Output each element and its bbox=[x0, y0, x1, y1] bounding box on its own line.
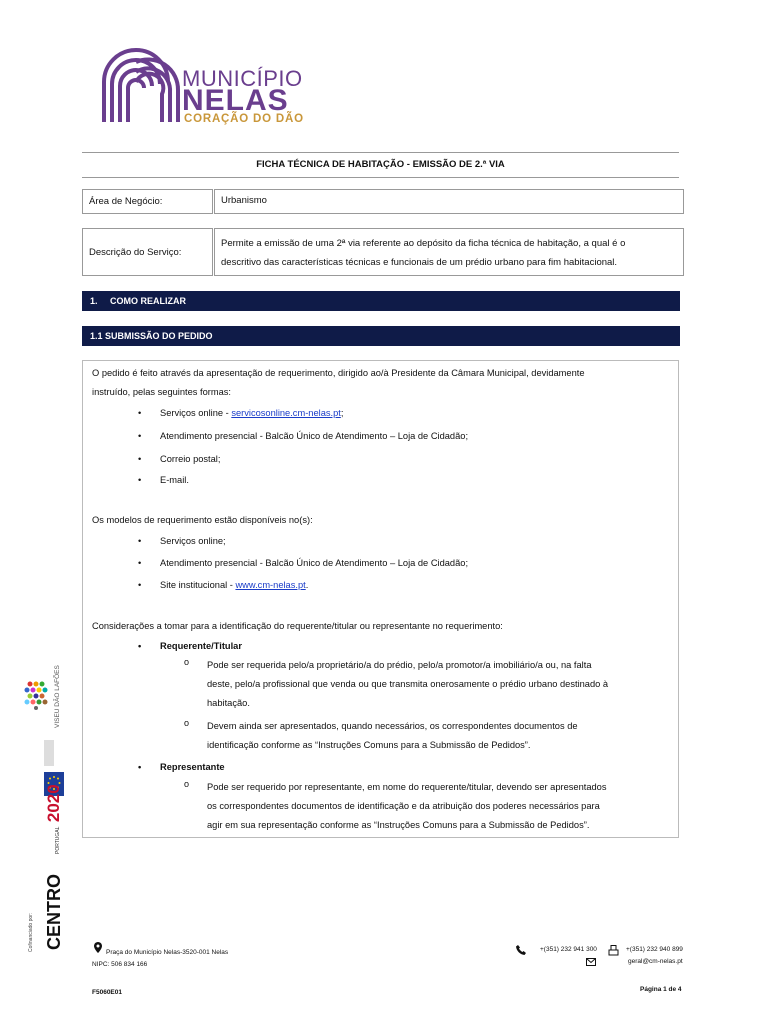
portugal-label: PORTUGAL bbox=[55, 826, 61, 854]
sub-bullet-icon: o bbox=[184, 718, 190, 728]
footer-fax: +(351) 232 940 899 bbox=[626, 946, 683, 953]
modelos-intro: Os modelos de requerimento estão disponíveis no(s): bbox=[92, 515, 313, 525]
union-logo-small bbox=[44, 740, 54, 766]
fax-icon bbox=[608, 945, 619, 956]
descricao-line-1: Permite a emissão de uma 2ª via referente ao depósito da ficha técnica de habitação, a qual é o bbox=[221, 238, 626, 249]
requerente-1-line-1: Pode ser requerida pelo/a proprietário/a do prédio, pelo/a promotor/a imobiliário/a ou, na falta bbox=[207, 660, 592, 670]
phone-icon bbox=[516, 945, 526, 955]
descricao-label-cell bbox=[82, 228, 213, 276]
p2020-label: 2020 bbox=[44, 784, 63, 823]
descricao-label: Descrição do Serviço: bbox=[89, 247, 182, 258]
area-value: Urbanismo bbox=[221, 195, 267, 206]
footer-address: Praça do Município Nelas-3520-001 Nelas bbox=[106, 949, 229, 956]
descricao-line-2: descritivo das características técnicas e funcionais de um prédio urbano para fim habitacional. bbox=[221, 257, 618, 268]
consideracoes-text: Considerações a tomar para a identificação do requerente/titular ou representante no requerimento: bbox=[92, 621, 503, 631]
forma-online-suffix: ; bbox=[340, 408, 344, 418]
area-value-cell bbox=[214, 189, 684, 214]
sub-bullet-icon: o bbox=[184, 657, 190, 667]
requerente-1-line-2: deste, pelo/a profissional que venda ou que transmita onerosamente o prédio urbano destinado à bbox=[207, 679, 609, 689]
servicosonline-link[interactable]: servicosonline.cm-nelas.pt bbox=[231, 408, 341, 418]
requerente-2-line-2: identificação conforme as “Instruções Comuns para a Submissão de Pedidos”. bbox=[207, 740, 531, 750]
section-submissao-pedido bbox=[82, 326, 680, 346]
requerente-1-line-3: habitação. bbox=[207, 698, 250, 708]
footer-nipc: NIPC: 506 834 166 bbox=[92, 961, 148, 968]
logo-nelas-text: NELAS bbox=[182, 84, 289, 117]
cofinanciado-label: Cofinanciado por: bbox=[28, 912, 34, 952]
document-title: FICHA TÉCNICA DE HABITAÇÃO - EMISSÃO DE 2.ª VIA bbox=[82, 152, 679, 178]
representante-1-line-1: Pode ser requerido por representante, em nome do requerente/titular, devendo ser apresentados bbox=[207, 782, 607, 792]
area-label: Área de Negócio: bbox=[89, 196, 163, 207]
footer-page-number: Página 1 de 4 bbox=[640, 986, 682, 993]
modelo-online: Serviços online; bbox=[160, 536, 226, 546]
cofinanciado-text bbox=[28, 908, 36, 952]
modelo-site-prefix: Site institucional - bbox=[160, 580, 236, 590]
centro-label: CENTRO bbox=[44, 874, 64, 950]
sub-bullet-icon: o bbox=[184, 779, 190, 789]
centro-2020-logo bbox=[44, 870, 66, 950]
footer-phone: +(351) 232 941 300 bbox=[540, 946, 597, 953]
descricao-value-cell bbox=[214, 228, 684, 276]
representante-item-1 bbox=[207, 778, 672, 835]
viseu-dao-lafoes-logo-icon bbox=[24, 680, 48, 710]
area-label-cell bbox=[82, 189, 213, 214]
requerente-item-1 bbox=[207, 656, 672, 713]
logo-tagline: CORAÇÃO DO DÃO bbox=[184, 113, 304, 125]
section-submissao-label: 1.1 SUBMISSÃO DO PEDIDO bbox=[90, 331, 213, 341]
footer-email: geral@cm-nelas.pt bbox=[628, 958, 683, 965]
section-como-realizar bbox=[82, 291, 680, 311]
cm-nelas-link[interactable]: www.cm-nelas.pt bbox=[235, 580, 306, 590]
representante-1-line-3: agir em sua representação conforme as “Instruções Comuns para a Submissão de Pedidos”. bbox=[207, 820, 590, 830]
requerente-2-line-1: Devem ainda ser apresentados, quando necessários, os correspondentes documentos de bbox=[207, 721, 578, 731]
modelo-presencial: Atendimento presencial - Balcão Único de Atendimento – Loja de Cidadão; bbox=[160, 558, 469, 568]
section-como-realizar-label: 1. COMO REALIZAR bbox=[90, 296, 187, 306]
viseu-dao-lafoes-text bbox=[54, 665, 66, 728]
intro-line-2: instruído, pelas seguintes formas: bbox=[92, 387, 232, 397]
forma-correio: Correio postal; bbox=[160, 454, 221, 464]
intro-paragraph bbox=[92, 364, 677, 402]
requerente-item-2 bbox=[207, 717, 672, 755]
viseu-dao-lafoes-label: VISEU DÃO LAFÕES bbox=[54, 665, 61, 728]
forma-presencial: Atendimento presencial - Balcão Único de Atendimento – Loja de Cidadão; bbox=[160, 431, 469, 441]
forma-email: E-mail. bbox=[160, 475, 189, 485]
intro-line-1: O pedido é feito através da apresentação de requerimento, dirigido ao/à Presidente da Câmara Municipal, devidamente bbox=[92, 368, 585, 378]
email-icon bbox=[586, 958, 596, 966]
portugal-2020-logo bbox=[44, 784, 74, 854]
modelo-site-suffix: . bbox=[305, 580, 309, 590]
representante-1-line-2: os correspondentes documentos de identificação e da atribuição dos poderes necessários para bbox=[207, 801, 600, 811]
municipio-logo-emblem bbox=[96, 42, 182, 128]
location-pin-icon bbox=[94, 942, 102, 953]
representante-title: Representante bbox=[160, 762, 225, 772]
requerente-title: Requerente/Titular bbox=[160, 641, 242, 651]
logo-municipio-text: MUNICÍPIO bbox=[182, 66, 303, 91]
footer-doc-code: F5060E01 bbox=[92, 989, 122, 996]
forma-online-prefix: Serviços online - bbox=[160, 408, 232, 418]
